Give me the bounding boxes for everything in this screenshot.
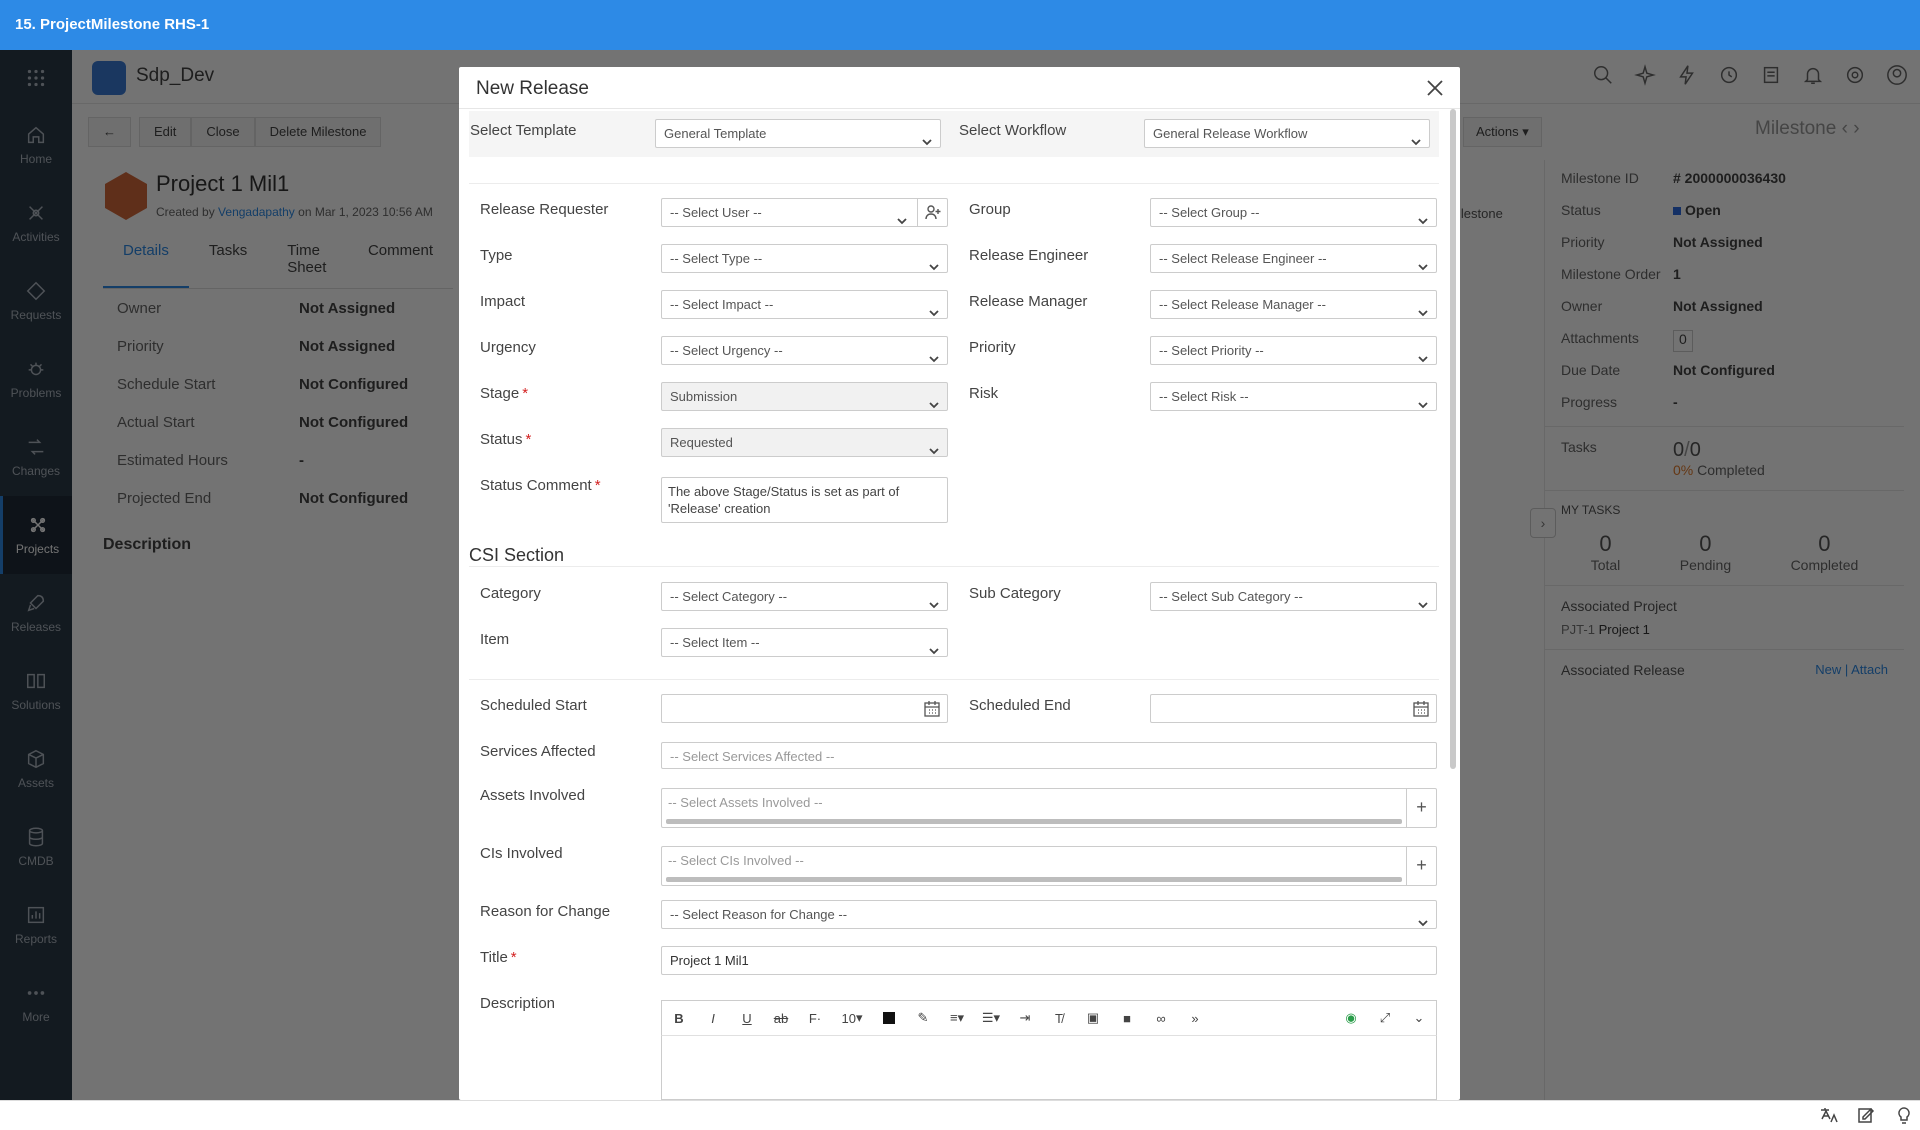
- chevron-down-icon[interactable]: ⌄: [1413, 1010, 1425, 1025]
- release-engineer-value: -- Select Release Engineer --: [1159, 251, 1327, 266]
- clear-format-icon[interactable]: T̸: [1055, 1010, 1063, 1026]
- required-marker: *: [522, 385, 529, 402]
- stage-label: [480, 385, 528, 402]
- urgency-value: -- Select Urgency --: [670, 343, 783, 358]
- required-marker: *: [510, 949, 517, 966]
- italic-icon[interactable]: I: [711, 1010, 715, 1026]
- chevron-down-icon: [1411, 129, 1421, 139]
- dialog-scrollbar[interactable]: [1450, 109, 1456, 769]
- link-icon[interactable]: ∞: [1156, 1010, 1166, 1026]
- item-select[interactable]: [661, 628, 948, 657]
- assets-involved-label: Assets Involved: [480, 787, 586, 804]
- status-comment-label-text: Status Comment: [480, 477, 592, 494]
- add-icon[interactable]: +: [1406, 789, 1436, 827]
- services-affected-placeholder: -- Select Services Affected --: [670, 749, 835, 764]
- stage-label-text: Stage: [480, 385, 520, 402]
- status-bar: [0, 1100, 1920, 1130]
- image-icon[interactable]: ▣: [1086, 1010, 1100, 1025]
- assets-involved-select[interactable]: [661, 788, 1437, 828]
- risk-value: -- Select Risk --: [1159, 389, 1249, 404]
- required-marker: *: [525, 431, 532, 448]
- status-label: [480, 431, 531, 448]
- subcategory-value: -- Select Sub Category --: [1159, 589, 1303, 604]
- services-affected-label: Services Affected: [480, 743, 596, 760]
- template-select[interactable]: [655, 119, 941, 148]
- cis-involved-placeholder: -- Select CIs Involved --: [668, 853, 804, 868]
- status-label-text: Status: [480, 431, 523, 448]
- close-icon[interactable]: [1424, 77, 1446, 99]
- video-icon[interactable]: ■: [1123, 1010, 1131, 1026]
- release-manager-value: -- Select Release Manager --: [1159, 297, 1326, 312]
- impact-label: Impact: [480, 293, 526, 310]
- subcategory-select[interactable]: [1150, 582, 1437, 611]
- group-label: Group: [969, 201, 1011, 218]
- text-color-icon[interactable]: [872, 1004, 906, 1032]
- user-mention-icon[interactable]: ◉: [1345, 1010, 1357, 1025]
- chevron-down-icon: [1418, 208, 1428, 218]
- services-affected-select[interactable]: [661, 742, 1437, 769]
- workflow-select[interactable]: [1144, 119, 1430, 148]
- fullscreen-icon[interactable]: ⤢: [1379, 1010, 1391, 1025]
- scheduled-start-input[interactable]: [661, 694, 948, 723]
- release-requester-value: -- Select User --: [670, 205, 762, 220]
- chevron-down-icon: [929, 300, 939, 310]
- calendar-icon[interactable]: [1412, 700, 1430, 718]
- release-manager-label: Release Manager: [969, 293, 1088, 310]
- chevron-down-icon: [1418, 592, 1428, 602]
- bold-icon[interactable]: B: [674, 1010, 684, 1026]
- more-tools-icon[interactable]: »: [1191, 1010, 1199, 1026]
- priority-label: Priority: [969, 339, 1016, 356]
- lightbulb-icon[interactable]: [1894, 1105, 1914, 1128]
- assets-involved-placeholder: -- Select Assets Involved --: [668, 795, 823, 810]
- release-engineer-select[interactable]: [1150, 244, 1437, 273]
- chevron-down-icon: [929, 346, 939, 356]
- release-requester-label: Release Requester: [480, 201, 609, 218]
- impact-value: -- Select Impact --: [670, 297, 774, 312]
- chevron-down-icon: [929, 638, 939, 648]
- group-select[interactable]: [1150, 198, 1437, 227]
- scheduled-start-label: Scheduled Start: [480, 697, 587, 714]
- subcategory-label: Sub Category: [969, 585, 1061, 602]
- reason-for-change-value: -- Select Reason for Change --: [670, 907, 848, 922]
- font-size-select[interactable]: 10 ▾: [841, 1010, 863, 1026]
- release-requester-select[interactable]: [661, 198, 948, 227]
- chevron-down-icon: [929, 438, 939, 448]
- priority-select[interactable]: [1150, 336, 1437, 365]
- edit-note-icon[interactable]: [1856, 1105, 1876, 1128]
- type-select[interactable]: [661, 244, 948, 273]
- workflow-label: Select Workflow: [959, 122, 1067, 139]
- urgency-label: Urgency: [480, 339, 536, 356]
- template-label: Select Template: [470, 122, 577, 139]
- editor-toolbar: [661, 1000, 1437, 1036]
- type-value: -- Select Type --: [670, 251, 763, 266]
- description-label: Description: [480, 995, 556, 1012]
- divider: [469, 566, 1439, 567]
- template-value: General Template: [664, 126, 767, 141]
- reason-for-change-label: Reason for Change: [480, 903, 611, 920]
- status-value: Requested: [670, 435, 733, 450]
- cis-involved-label: CIs Involved: [480, 845, 563, 862]
- font-size-value: 10: [841, 1010, 856, 1026]
- highlight-icon[interactable]: ✎: [917, 1010, 929, 1025]
- indent-icon[interactable]: ⇥: [1019, 1010, 1031, 1025]
- chevron-down-icon: [922, 129, 932, 139]
- horizontal-scrollbar[interactable]: [666, 819, 1402, 824]
- chevron-down-icon: [897, 208, 907, 218]
- type-label: Type: [480, 247, 513, 264]
- status-comment-textarea[interactable]: The above Stage/Status is set as part of 'Release' creation: [661, 477, 948, 523]
- scheduled-end-input[interactable]: [1150, 694, 1437, 723]
- category-value: -- Select Category --: [670, 589, 788, 604]
- align-icon[interactable]: ≡▾: [949, 1010, 965, 1025]
- underline-icon[interactable]: U: [742, 1010, 752, 1026]
- impact-select[interactable]: [661, 290, 948, 319]
- dialog-title: New Release: [459, 67, 1460, 109]
- scheduled-end-label: Scheduled End: [969, 697, 1071, 714]
- workflow-value: General Release Workflow: [1153, 126, 1308, 141]
- window-title: 15. ProjectMilestone RHS-1: [15, 16, 210, 33]
- chevron-down-icon: [1418, 392, 1428, 402]
- reason-for-change-select[interactable]: [661, 900, 1437, 929]
- divider: [469, 183, 1439, 184]
- calendar-icon[interactable]: [923, 700, 941, 718]
- item-label: Item: [480, 631, 510, 648]
- stage-select[interactable]: [661, 382, 948, 411]
- list-icon[interactable]: ☰▾: [981, 1010, 1001, 1025]
- item-value: -- Select Item --: [670, 635, 760, 650]
- window-title-bar: [0, 0, 1920, 50]
- risk-select[interactable]: [1150, 382, 1437, 411]
- chevron-down-icon: [929, 592, 939, 602]
- description-editor[interactable]: [661, 1036, 1437, 1100]
- urgency-select[interactable]: [661, 336, 948, 365]
- title-label-text: Title: [480, 949, 508, 966]
- status-select[interactable]: [661, 428, 948, 457]
- release-engineer-label: Release Engineer: [969, 247, 1089, 264]
- release-manager-select[interactable]: [1150, 290, 1437, 319]
- title-label: [480, 949, 517, 966]
- group-value: -- Select Group --: [1159, 205, 1260, 220]
- chevron-down-icon: [1418, 300, 1428, 310]
- strikethrough-icon[interactable]: ab: [773, 1010, 789, 1026]
- new-release-dialog: [459, 67, 1460, 1100]
- stage-value: Submission: [670, 389, 738, 404]
- font-family-icon[interactable]: F·: [808, 1010, 822, 1026]
- status-comment-label: [480, 477, 601, 494]
- add-user-icon[interactable]: [917, 199, 947, 226]
- csi-section-heading: CSI Section: [469, 545, 565, 565]
- category-select[interactable]: [661, 582, 948, 611]
- chevron-down-icon: [1418, 910, 1428, 920]
- divider: [469, 679, 1439, 680]
- horizontal-scrollbar[interactable]: [666, 877, 1402, 882]
- required-marker: *: [594, 477, 601, 494]
- add-icon[interactable]: +: [1406, 847, 1436, 885]
- priority-value: -- Select Priority --: [1159, 343, 1264, 358]
- chevron-down-icon: [929, 392, 939, 402]
- title-input[interactable]: Project 1 Mil1: [661, 946, 1437, 975]
- cis-involved-select[interactable]: [661, 846, 1437, 886]
- chevron-down-icon: [1418, 346, 1428, 356]
- risk-label: Risk: [969, 385, 999, 402]
- category-label: Category: [480, 585, 541, 602]
- translate-icon[interactable]: [1818, 1105, 1838, 1128]
- chevron-down-icon: [1418, 254, 1428, 264]
- chevron-down-icon: [929, 254, 939, 264]
